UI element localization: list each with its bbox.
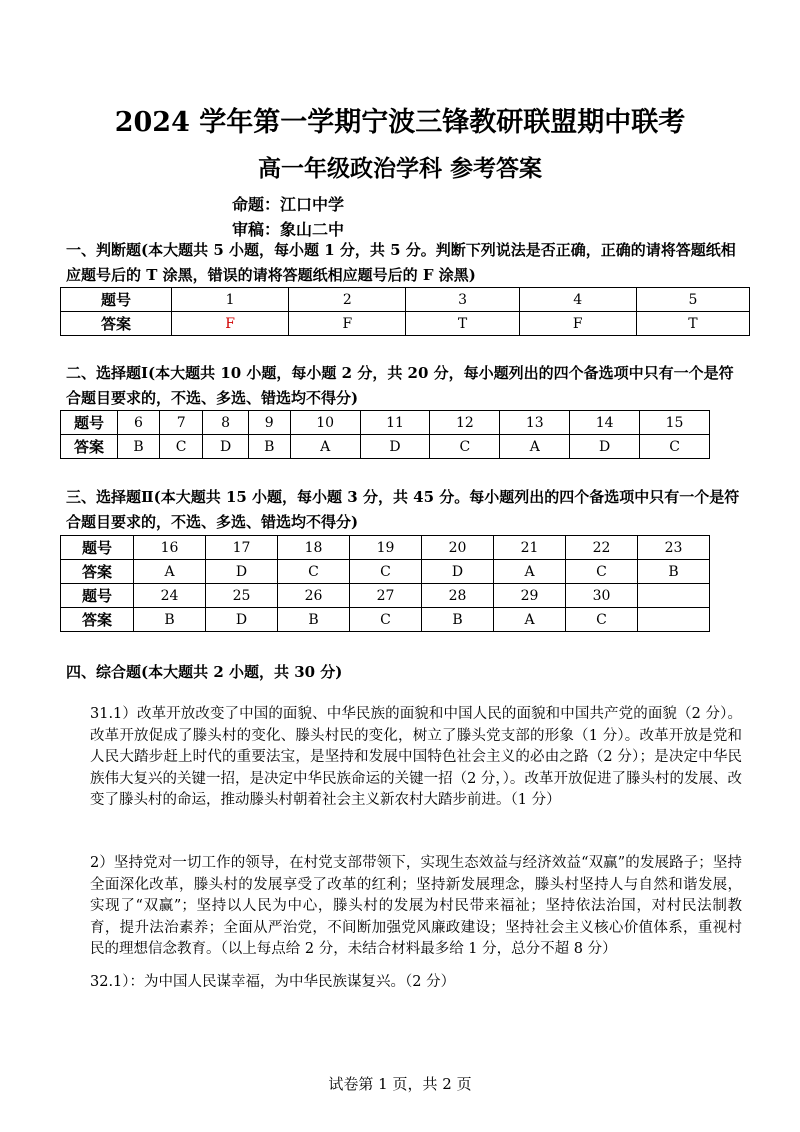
row-label-number: 题号 — [61, 411, 118, 435]
choice2-answer-table — [60, 535, 710, 632]
question-number: 17 — [206, 536, 278, 560]
section3-heading: 三、选择题Ⅱ(本大题共 15 小题，每小题 3 分，共 45 分。每小题列出的四个备选项中只有一个是符合题目要求的，不选、多选、错选均不得分) — [66, 488, 740, 531]
question-number: 28 — [422, 584, 494, 608]
question-number: 4 — [519, 288, 636, 312]
section2-heading: 二、选择题Ⅰ(本大题共 10 小题，每小题 2 分，共 20 分，每小题列出的四个备选项中只有一个是符合题目要求的，不选、多选、错选均不得分) — [66, 364, 734, 407]
question-number: 6 — [118, 411, 160, 435]
question-number: 14 — [570, 411, 640, 435]
table-row — [61, 312, 750, 336]
answer-cell: T — [406, 312, 519, 336]
answer-cell: C — [350, 608, 422, 632]
answer-cell: C — [566, 560, 638, 584]
question-number: 10 — [290, 411, 360, 435]
answer-32-1 — [90, 972, 742, 994]
judgment-answer-table — [60, 287, 750, 336]
section4-heading: 四、综合题(本大题共 2 小题，共 30 分) — [66, 663, 343, 681]
answer-cell: D — [360, 435, 430, 459]
answer-cell: F — [519, 312, 636, 336]
question-number: 19 — [350, 536, 422, 560]
question-number: 26 — [278, 584, 350, 608]
answer-31-1-text: 31.1）改革开放改变了中国的面貌、中华民族的面貌和中国人民的面貌和中国共产党的面貌（2 分）。改革开放促成了滕头村的变化、滕头村民的变化，树立了滕头党支部的形象（1 分）。改革开放是党和人民大踏步赶上时代的重要法宝，是坚持和发展中国特色社会主义的必由之路（2 分）；是决定中华民族伟大复兴的关键一招，是决定中华民族命运的关键一招（2 分，）。改革开放促进了滕头村的发展、改变了滕头村的命运，推动滕头村朝着社会主义新农村大踏步前进。（1 分） — [90, 706, 742, 809]
answer-cell: F — [289, 312, 406, 336]
question-number: 30 — [566, 584, 638, 608]
table-row — [61, 288, 750, 312]
answer-cell: B — [134, 608, 206, 632]
question-number: 15 — [640, 411, 710, 435]
row-label-answer: 答案 — [61, 560, 134, 584]
author-line: 命题：江口中学 — [232, 195, 345, 214]
reviewer-line: 审稿：象山二中 — [232, 220, 345, 239]
answer-cell: B — [638, 560, 710, 584]
answer-cell: T — [636, 312, 749, 336]
answer-cell: C — [566, 608, 638, 632]
answer-cell: A — [500, 435, 570, 459]
answer-31-2-text: 2）坚持党对一切工作的领导，在村党支部带领下，实现生态效益与经济效益“双赢”的发展路子；坚持全面深化改革，滕头村的发展享受了改革的红利；坚持新发展理念，滕头村坚持人与自然和谐发展，实现了“双赢”；坚持以人民为中心，滕头村的发展为村民带来福祉；坚持依法治国，对村民法制教育，提升法治素养；全面从严治党，不间断加强党风廉政建设；坚持社会主义核心价值体系，重视村民的理想信念教育。（以上每点给 2 分，未结合材料最多给 1 分，总分不超 8 分） — [90, 855, 742, 958]
answer-cell-highlighted: F — [172, 312, 289, 336]
page-footer: 试卷第 1 页，共 2 页 — [328, 1075, 472, 1093]
answer-cell: B — [248, 435, 290, 459]
answer-cell: B — [278, 608, 350, 632]
question-number: 18 — [278, 536, 350, 560]
question-number: 25 — [206, 584, 278, 608]
question-number: 13 — [500, 411, 570, 435]
row-label-answer: 答案 — [61, 608, 134, 632]
question-number: 24 — [134, 584, 206, 608]
answer-cell: D — [206, 560, 278, 584]
answer-cell: D — [422, 560, 494, 584]
row-label-number: 题号 — [61, 288, 172, 312]
question-number: 11 — [360, 411, 430, 435]
row-label-answer: 答案 — [61, 435, 118, 459]
question-number: 27 — [350, 584, 422, 608]
question-number: 12 — [430, 411, 500, 435]
page-subtitle: 高一年级政治学科 参考答案 — [257, 155, 542, 182]
answer-cell: C — [278, 560, 350, 584]
row-label-answer: 答案 — [61, 312, 172, 336]
answer-cell: B — [118, 435, 160, 459]
answer-cell: A — [290, 435, 360, 459]
answer-cell: C — [430, 435, 500, 459]
answer-31-2 — [90, 853, 742, 961]
question-number: 1 — [172, 288, 289, 312]
question-number: 7 — [159, 411, 202, 435]
question-number: 23 — [638, 536, 710, 560]
answer-cell: A — [494, 608, 566, 632]
choice1-answer-table — [60, 410, 710, 459]
empty-cell — [638, 584, 710, 608]
empty-cell — [638, 608, 710, 632]
answer-cell: C — [640, 435, 710, 459]
question-number: 9 — [248, 411, 290, 435]
question-number: 20 — [422, 536, 494, 560]
question-number: 16 — [134, 536, 206, 560]
question-number: 3 — [406, 288, 519, 312]
question-number: 29 — [494, 584, 566, 608]
question-number: 5 — [636, 288, 749, 312]
answer-cell: D — [203, 435, 248, 459]
table-row — [61, 411, 710, 435]
answer-cell: A — [134, 560, 206, 584]
question-number: 8 — [203, 411, 248, 435]
table-row — [61, 608, 710, 632]
question-number: 2 — [289, 288, 406, 312]
table-row — [61, 560, 710, 584]
answer-cell: C — [350, 560, 422, 584]
answer-32-1-text: 32.1）：为中国人民谋幸福，为中华民族谋复兴。（2 分） — [90, 974, 456, 990]
answer-cell: D — [570, 435, 640, 459]
table-row — [61, 435, 710, 459]
table-row — [61, 584, 710, 608]
page-title: 2024 学年第一学期宁波三锋教研联盟期中联考 — [114, 107, 686, 138]
answer-cell: A — [494, 560, 566, 584]
question-number: 22 — [566, 536, 638, 560]
table-row — [61, 536, 710, 560]
answer-cell: C — [159, 435, 202, 459]
row-label-number: 题号 — [61, 584, 134, 608]
answer-cell: B — [422, 608, 494, 632]
row-label-number: 题号 — [61, 536, 134, 560]
question-number: 21 — [494, 536, 566, 560]
section1-heading: 一、判断题(本大题共 5 小题，每小题 1 分，共 5 分。判断下列说法是否正确，正确的请将答题纸相应题号后的 T 涂黑，错误的请将答题纸相应题号后的 F 涂黑) — [66, 241, 736, 284]
answer-31-1 — [90, 704, 742, 812]
answer-cell: D — [206, 608, 278, 632]
